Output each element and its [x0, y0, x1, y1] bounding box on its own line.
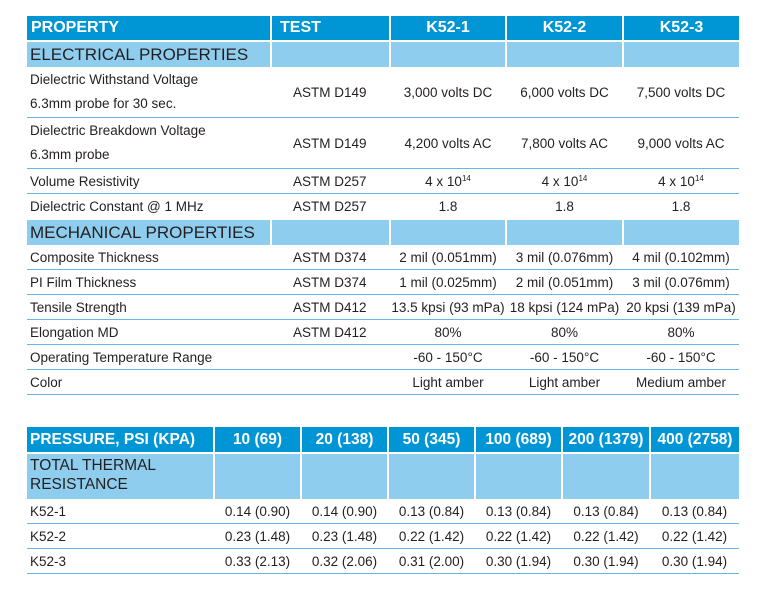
grade-name: K52-3 — [27, 549, 214, 574]
value-k52-1 — [390, 169, 506, 194]
table-row — [27, 524, 739, 549]
header-pressure-100: 100 (689) — [475, 427, 562, 453]
value-exponent: 14 — [461, 173, 471, 183]
resistance-value: 0.22 (1.42) — [475, 524, 562, 549]
table-row — [27, 549, 739, 574]
table-row — [27, 370, 739, 395]
table-row — [27, 194, 739, 220]
section-row-thermal — [27, 453, 739, 499]
test-method — [271, 345, 390, 370]
header-pressure-10: 10 (69) — [214, 427, 301, 453]
test-method: ASTM D374 — [271, 245, 390, 270]
grade-name: K52-2 — [27, 524, 214, 549]
property-name: Tensile Strength — [27, 295, 271, 320]
value-k52-2: 18 kpsi (124 mPa) — [506, 295, 623, 320]
value-exponent: 14 — [578, 173, 588, 183]
properties-header-row — [27, 16, 739, 41]
value-k52-3: Medium amber — [623, 370, 739, 395]
property-condition: 6.3mm probe — [30, 147, 110, 162]
value-k52-3: 20 kpsi (139 mPa) — [623, 295, 739, 320]
value-k52-2: Light amber — [506, 370, 623, 395]
resistance-value: 0.13 (0.84) — [650, 499, 739, 524]
section-row-mechanical — [27, 219, 739, 245]
header-grade-k52-2: K52-2 — [506, 16, 623, 41]
header-pressure-20: 20 (138) — [301, 427, 388, 453]
property-name: Dielectric Constant @ 1 MHz — [27, 194, 271, 220]
property-name: PI Film Thickness — [27, 270, 271, 295]
header-grade-k52-3: K52-3 — [623, 16, 739, 41]
resistance-value: 0.22 (1.42) — [650, 524, 739, 549]
section-row-electrical — [27, 41, 739, 67]
value-k52-1: 4,200 volts AC — [390, 118, 506, 169]
value-k52-1: Light amber — [390, 370, 506, 395]
table-row — [27, 345, 739, 370]
table-row — [27, 270, 739, 295]
value-k52-3: 4 mil (0.102mm) — [623, 245, 739, 270]
table-row — [27, 67, 739, 118]
property-name: Dielectric Withstand Voltage — [30, 72, 199, 87]
resistance-value: 0.22 (1.42) — [562, 524, 650, 549]
table-row — [27, 118, 739, 169]
resistance-value: 0.13 (0.84) — [562, 499, 650, 524]
header-grade-k52-1: K52-1 — [390, 16, 506, 41]
header-pressure-400: 400 (2758) — [650, 427, 739, 453]
resistance-value: 0.33 (2.13) — [214, 549, 301, 574]
header-pressure-50: 50 (345) — [388, 427, 475, 453]
property-name: Elongation MD — [27, 320, 271, 345]
value-k52-3: 1.8 — [623, 194, 739, 220]
table-row — [27, 320, 739, 345]
properties-table — [27, 16, 739, 395]
resistance-value: 0.32 (2.06) — [301, 549, 388, 574]
section-title-mechanical: MECHANICAL PROPERTIES — [27, 219, 271, 245]
test-method: ASTM D412 — [271, 295, 390, 320]
grade-name: K52-1 — [27, 499, 214, 524]
value-k52-3: 9,000 volts AC — [623, 118, 739, 169]
value-k52-2: 6,000 volts DC — [506, 67, 623, 118]
value-k52-2: 2 mil (0.051mm) — [506, 270, 623, 295]
test-method: ASTM D149 — [271, 67, 390, 118]
value-k52-1: 3,000 volts DC — [390, 67, 506, 118]
section-title-thermal: TOTAL THERMAL RESISTANCE — [27, 453, 214, 499]
value-k52-2: -60 - 150°C — [506, 345, 623, 370]
property-name: Operating Temperature Range — [27, 345, 271, 370]
resistance-value: 0.30 (1.94) — [562, 549, 650, 574]
property-cell — [27, 67, 271, 118]
value-k52-1: 80% — [390, 320, 506, 345]
resistance-value: 0.14 (0.90) — [214, 499, 301, 524]
resistance-value: 0.23 (1.48) — [301, 524, 388, 549]
value-k52-1: 1.8 — [390, 194, 506, 220]
test-method: ASTM D412 — [271, 320, 390, 345]
resistance-value: 0.23 (1.48) — [214, 524, 301, 549]
pressure-table — [27, 427, 739, 574]
value-k52-3 — [623, 169, 739, 194]
value-k52-2: 1.8 — [506, 194, 623, 220]
resistance-value: 0.30 (1.94) — [650, 549, 739, 574]
test-method: ASTM D257 — [271, 194, 390, 220]
test-method: ASTM D149 — [271, 118, 390, 169]
resistance-value: 0.14 (0.90) — [301, 499, 388, 524]
property-name: Dielectric Breakdown Voltage — [30, 123, 206, 138]
test-method — [271, 370, 390, 395]
test-method: ASTM D374 — [271, 270, 390, 295]
table-row — [27, 169, 739, 194]
header-property: PROPERTY — [27, 16, 271, 41]
value-k52-2 — [506, 169, 623, 194]
property-cell — [27, 118, 271, 169]
header-pressure: PRESSURE, PSI (KPA) — [27, 427, 214, 453]
resistance-value: 0.22 (1.42) — [388, 524, 475, 549]
value-k52-2: 7,800 volts AC — [506, 118, 623, 169]
value-k52-3: 7,500 volts DC — [623, 67, 739, 118]
resistance-value: 0.13 (0.84) — [388, 499, 475, 524]
table-row — [27, 245, 739, 270]
value-base: 4 x 10 — [541, 173, 579, 189]
resistance-value: 0.30 (1.94) — [475, 549, 562, 574]
value-k52-3: -60 - 150°C — [623, 345, 739, 370]
table-row — [27, 295, 739, 320]
value-k52-1: 1 mil (0.025mm) — [390, 270, 506, 295]
property-condition: 6.3mm probe for 30 sec. — [30, 96, 177, 111]
value-k52-2: 80% — [506, 320, 623, 345]
property-name: Volume Resistivity — [27, 169, 271, 194]
header-test: TEST — [271, 16, 390, 41]
value-k52-2: 3 mil (0.076mm) — [506, 245, 623, 270]
value-k52-1: -60 - 150°C — [390, 345, 506, 370]
value-k52-3: 3 mil (0.076mm) — [623, 270, 739, 295]
header-pressure-200: 200 (1379) — [562, 427, 650, 453]
pressure-header-row — [27, 427, 739, 453]
table-row — [27, 499, 739, 524]
section-title-electrical: ELECTRICAL PROPERTIES — [27, 41, 271, 67]
value-k52-3: 80% — [623, 320, 739, 345]
value-k52-1: 13.5 kpsi (93 mPa) — [390, 295, 506, 320]
resistance-value: 0.31 (2.00) — [388, 549, 475, 574]
value-k52-1: 2 mil (0.051mm) — [390, 245, 506, 270]
property-name: Color — [27, 370, 271, 395]
value-exponent: 14 — [694, 173, 704, 183]
value-base: 4 x 10 — [658, 173, 695, 189]
value-base: 4 x 10 — [425, 173, 462, 189]
test-method: ASTM D257 — [271, 169, 390, 194]
property-name: Composite Thickness — [27, 245, 271, 270]
resistance-value: 0.13 (0.84) — [475, 499, 562, 524]
